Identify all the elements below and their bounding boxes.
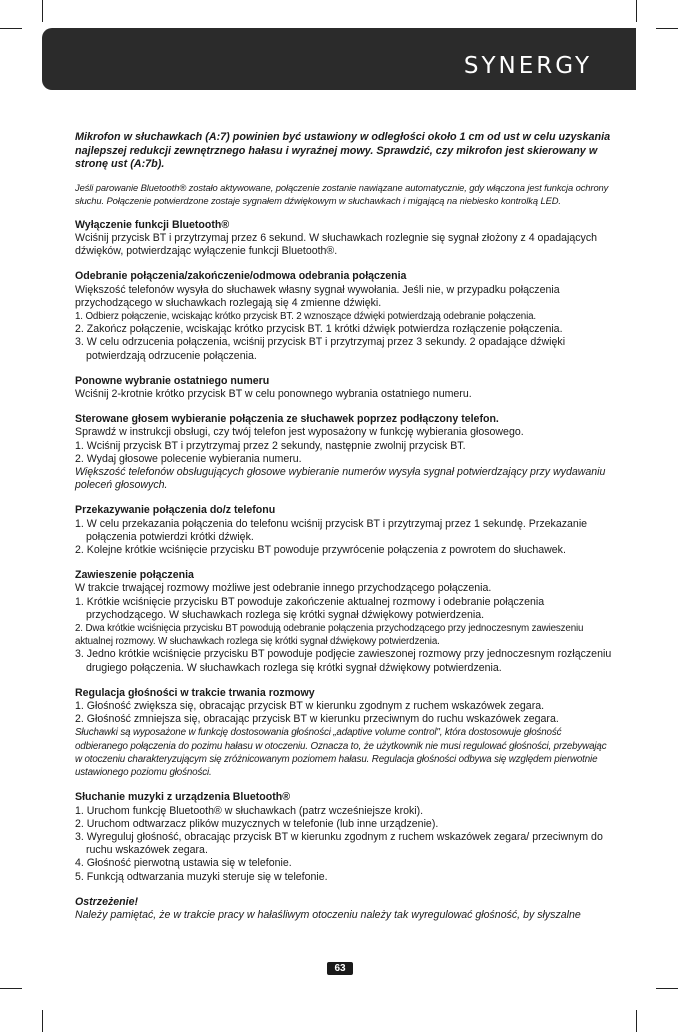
section-redial	[75, 375, 615, 401]
crop-mark	[656, 988, 678, 989]
section-transfer	[75, 504, 615, 557]
section-title: Słuchanie muzyki z urządzenia Bluetooth®	[75, 791, 291, 804]
section-note: Słuchawki są wyposażone w funkcję dostosowania głośności „adaptive volume control", która dostosowuje głośność odbieranego połączenia do pozimu hałasu w otoczeniu. Oznacza to, że użytkownik nie musi regulować głośności, przebywając w otoczeniu charakteryzującym się zróżnicowanym poziomem hałasu. Regulacja głośności odbywa się względem pierwotnie ustawionego poziomu głośności.	[75, 727, 607, 779]
section-title: Przekazywanie połączenia do/z telefonu	[75, 504, 276, 517]
section-text: Sprawdź w instrukcji obsługi, czy twój telefon jest wyposażony w funkcję wybierania głosowego.	[75, 426, 524, 439]
section-voice	[75, 413, 615, 492]
section-text: Wciśnij 2-krotnie krótko przycisk BT w celu ponownego wybrania ostatniego numeru.	[75, 388, 472, 401]
section-title: Wyłączenie funkcji Bluetooth®	[75, 218, 230, 231]
list-item: 2. Dwa krótkie wciśnięcia przycisku BT powodują odebranie połączenia przychodzącego przy jednoczesnym zawieszeniu aktualnej rozmowy. W słuchawkach rozlega się krótki sygnał dźwiękowy potwierdzenia.	[75, 623, 584, 648]
section-text: Wciśnij przycisk BT i przytrzymaj przez 6 sekund. W słuchawkach rozlegnie się sygnał złożony z 4 opadających dźwięków, potwierdzając wyłączenie funkcji Bluetooth®.	[75, 231, 598, 258]
crop-mark	[636, 0, 637, 22]
section-hold	[75, 569, 615, 675]
section-warning	[75, 896, 615, 922]
section-title: Ponowne wybranie ostatniego numeru	[75, 374, 270, 387]
list-item: 2. Wydaj głosowe polecenie wybierania numeru.	[75, 452, 302, 465]
list-item: 2. Kolejne krótkie wciśnięcie przycisku BT powoduje przywrócenie połączenia z powrotem do słuchawek.	[75, 544, 566, 557]
crop-mark	[42, 1010, 43, 1032]
crop-mark	[42, 0, 43, 22]
list-item: 1. Głośność zwiększa się, obracając przycisk BT w kierunku zgodnym z ruchem wskazówek zegara.	[75, 700, 545, 713]
warning-text: Należy pamiętać, że w trakcie pracy w hałaśliwym otoczeniu należy tak wyregulować głośność, by słyszalne	[75, 908, 581, 921]
section-text: Większość telefonów wysyła do słuchawek własny sygnał wywołania. Jeśli nie, w przypadku połączenia przychodzącego w słuchawkach rozlegają się 4 zmienne dźwięki.	[75, 283, 560, 309]
page-content	[75, 131, 615, 922]
section-title: Sterowane głosem wybieranie połączenia ze słuchawek poprzez podłączony telefon.	[75, 413, 499, 426]
section-answer	[75, 270, 615, 362]
list-item: 3. W celu odrzucenia połączenia, wciśnij przycisk BT i przytrzymaj przez 3 sekundy. 2 opadające dźwięki potwierdzają odrzucenie połączenia.	[75, 336, 566, 362]
list-item: 1. Odbierz połączenie, wciskając krótko przycisk BT. 2 wznoszące dźwięki potwierdzają odebranie połączenia.	[75, 311, 536, 322]
pairing-note: Jeśli parowanie Bluetooth® zostało aktywowane, połączenie zostanie nawiązane automatycznie, gdy włączona jest funkcja ochrony słuchu. Połączenie potwierdzone zostaje sygnałem dźwiękowym w słuchawkach i migającą na niebiesko kontrolką LED.	[75, 181, 609, 206]
warning-title: Ostrzeżenie!	[75, 895, 138, 908]
list-item: 3. Wyreguluj głośność, obracając przycisk BT w kierunku zgodnym z ruchem wskazówek zegara/ przeciwnym do ruchu wskazówek zegara.	[75, 830, 603, 857]
section-bt-off	[75, 219, 615, 259]
section-note: Większość telefonów obsługujących głosowe wybieranie numerów wysyła sygnał potwierdzający przy wydawaniu poleceń głosowych.	[75, 466, 606, 492]
section-text: W trakcie trwającej rozmowy możliwe jest odebranie innego przychodzącego połączenia.	[75, 582, 492, 595]
header-bar	[42, 28, 636, 90]
list-item: 1. Wciśnij przycisk BT i przytrzymaj przez 2 sekundy, następnie zwolnij przycisk BT.	[75, 439, 466, 452]
list-item: 2. Głośność zmniejsza się, obracając przycisk BT w kierunku przeciwnym do ruchu wskazówek zegara.	[75, 713, 559, 726]
list-item: 1. Uruchom funkcję Bluetooth® w słuchawkach (patrz wcześniejsze kroki).	[75, 804, 424, 817]
list-item: 2. Zakończ połączenie, wciskając krótko przycisk BT. 1 krótki dźwięk potwierdza rozłączenie połączenia.	[75, 323, 563, 336]
page-number: 63	[327, 962, 353, 975]
crop-mark	[656, 28, 678, 29]
list-item: 3. Jedno krótkie wciśnięcie przycisku BT powoduje podjęcie zawieszonej rozmowy przy jednoczesnym rozłączeniu drugiego połączenia. W słuchawkach rozlega się krótki sygnał dźwiękowy potwierdzenia.	[75, 648, 612, 674]
section-music	[75, 791, 615, 883]
list-item: 2. Uruchom odtwarzacz plików muzycznych w telefonie (lub inne urządzenie).	[75, 817, 439, 830]
list-item: 5. Funkcją odtwarzania muzyki steruje się w telefonie.	[75, 870, 328, 883]
section-title: Odebranie połączenia/zakończenie/odmowa odebrania połączenia	[75, 270, 407, 283]
crop-mark	[636, 1010, 637, 1032]
crop-mark	[0, 28, 22, 29]
section-title: Regulacja głośności w trakcie trwania rozmowy	[75, 686, 315, 699]
section-title: Zawieszenie połączenia	[75, 569, 194, 582]
list-item: 4. Głośność pierwotną ustawia się w telefonie.	[75, 857, 292, 870]
list-item: 1. Krótkie wciśnięcie przycisku BT powoduje zakończenie aktualnej rozmowy i odebranie połączenia przychodzącego. W słuchawkach rozlega się krótki sygnał dźwiękowy potwierdzenia.	[75, 595, 545, 621]
section-volume	[75, 687, 615, 779]
crop-mark	[0, 988, 22, 989]
list-item: 1. W celu przekazania połączenia do telefonu wciśnij przycisk BT i przytrzymaj przez 1 sekundę. Przekazanie połączenia potwierdzi krótki dźwięk.	[75, 517, 588, 543]
brand-logo: SYNERGY	[463, 53, 592, 79]
intro-text: Mikrofon w słuchawkach (A:7) powinien być ustawiony w odległości około 1 cm od ust w celu uzyskania najlepszej redukcji zewnętrznego hałasu i wyraźnej mowy. Sprawdzić, czy mikrofon jest skierowany w stronę ust (A:7b).	[75, 131, 611, 171]
